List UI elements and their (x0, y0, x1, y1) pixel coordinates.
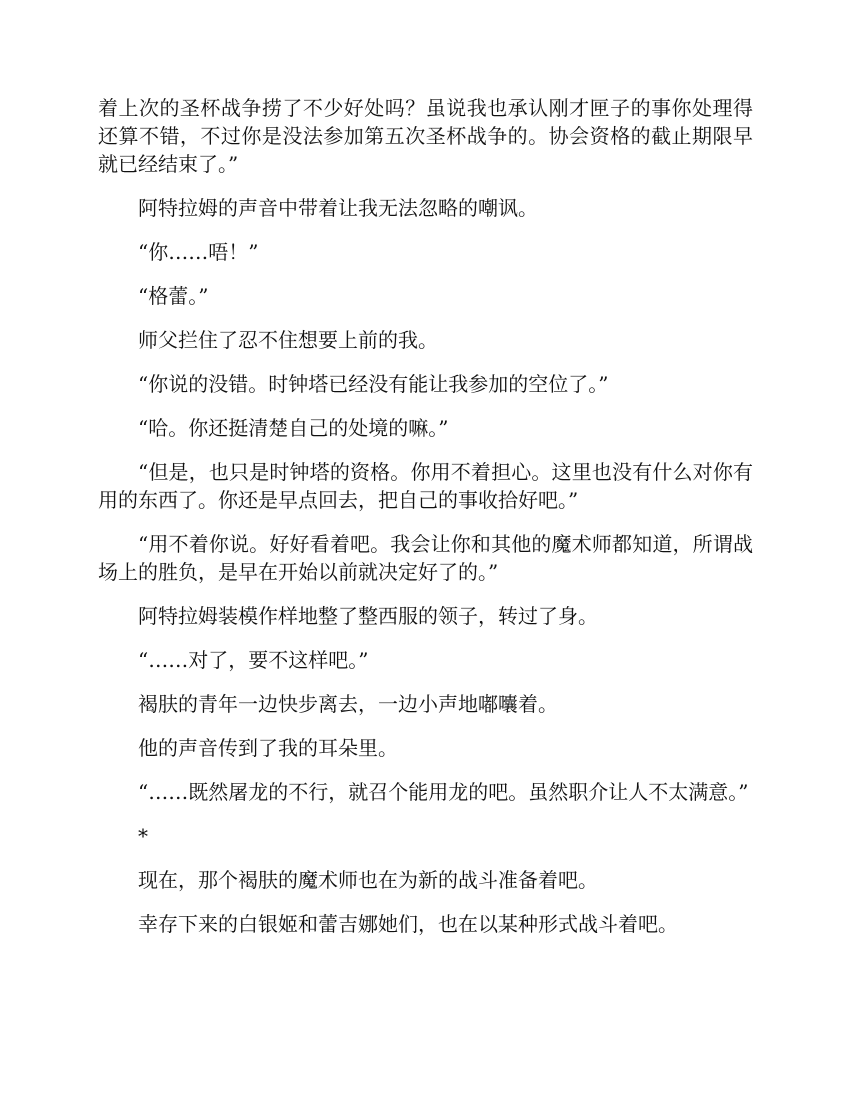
paragraph: 幸存下来的白银姬和蕾吉娜她们，也在以某种形式战斗着吧。 (138, 912, 678, 936)
paragraph: 师父拦住了忍不住想要上前的我。 (138, 328, 438, 352)
paragraph: 着上次的圣杯战争捞了不少好处吗？虽说我也承认刚才匣子的事你处理得还算不错，不过你是没法参加第五次圣杯战争的。协会资格的截止期限早就已经结束了。” (98, 96, 753, 176)
paragraph: 阿特拉姆装模作样地整了整西服的领子，转过了身。 (138, 604, 598, 628)
paragraph: “但是，也只是时钟塔的资格。你用不着担心。这里也没有什么对你有用的东西了。你还是早点回去，把自己的事收拾好吧。” (98, 460, 753, 512)
paragraph: 阿特拉姆的声音中带着让我无法忽略的嘲讽。 (138, 196, 538, 220)
paragraph: “你说的没错。时钟塔已经没有能让我参加的空位了。” (138, 372, 609, 396)
paragraph: 现在，那个褐肤的魔术师也在为新的战斗准备着吧。 (138, 868, 598, 892)
text-body (98, 94, 753, 954)
paragraph: “用不着你说。好好看着吧。我会让你和其他的魔术师都知道，所谓战场上的胜负，是早在开始以前就决定好了的。” (98, 532, 753, 584)
paragraph: “格蕾。” (138, 284, 209, 308)
paragraph: 他的声音传到了我的耳朵里。 (138, 736, 398, 760)
paragraph: “你……唔！” (138, 240, 259, 264)
paragraph: 褐肤的青年一边快步离去，一边小声地嘟囔着。 (138, 692, 558, 716)
paragraph: “……既然屠龙的不行，就召个能用龙的吧。虽然职介让人不太满意。” (138, 780, 749, 804)
paragraph: “……对了，要不这样吧。” (138, 648, 369, 672)
scene-break: * (138, 824, 148, 848)
paragraph: “哈。你还挺清楚自己的处境的嘛。” (138, 416, 449, 440)
